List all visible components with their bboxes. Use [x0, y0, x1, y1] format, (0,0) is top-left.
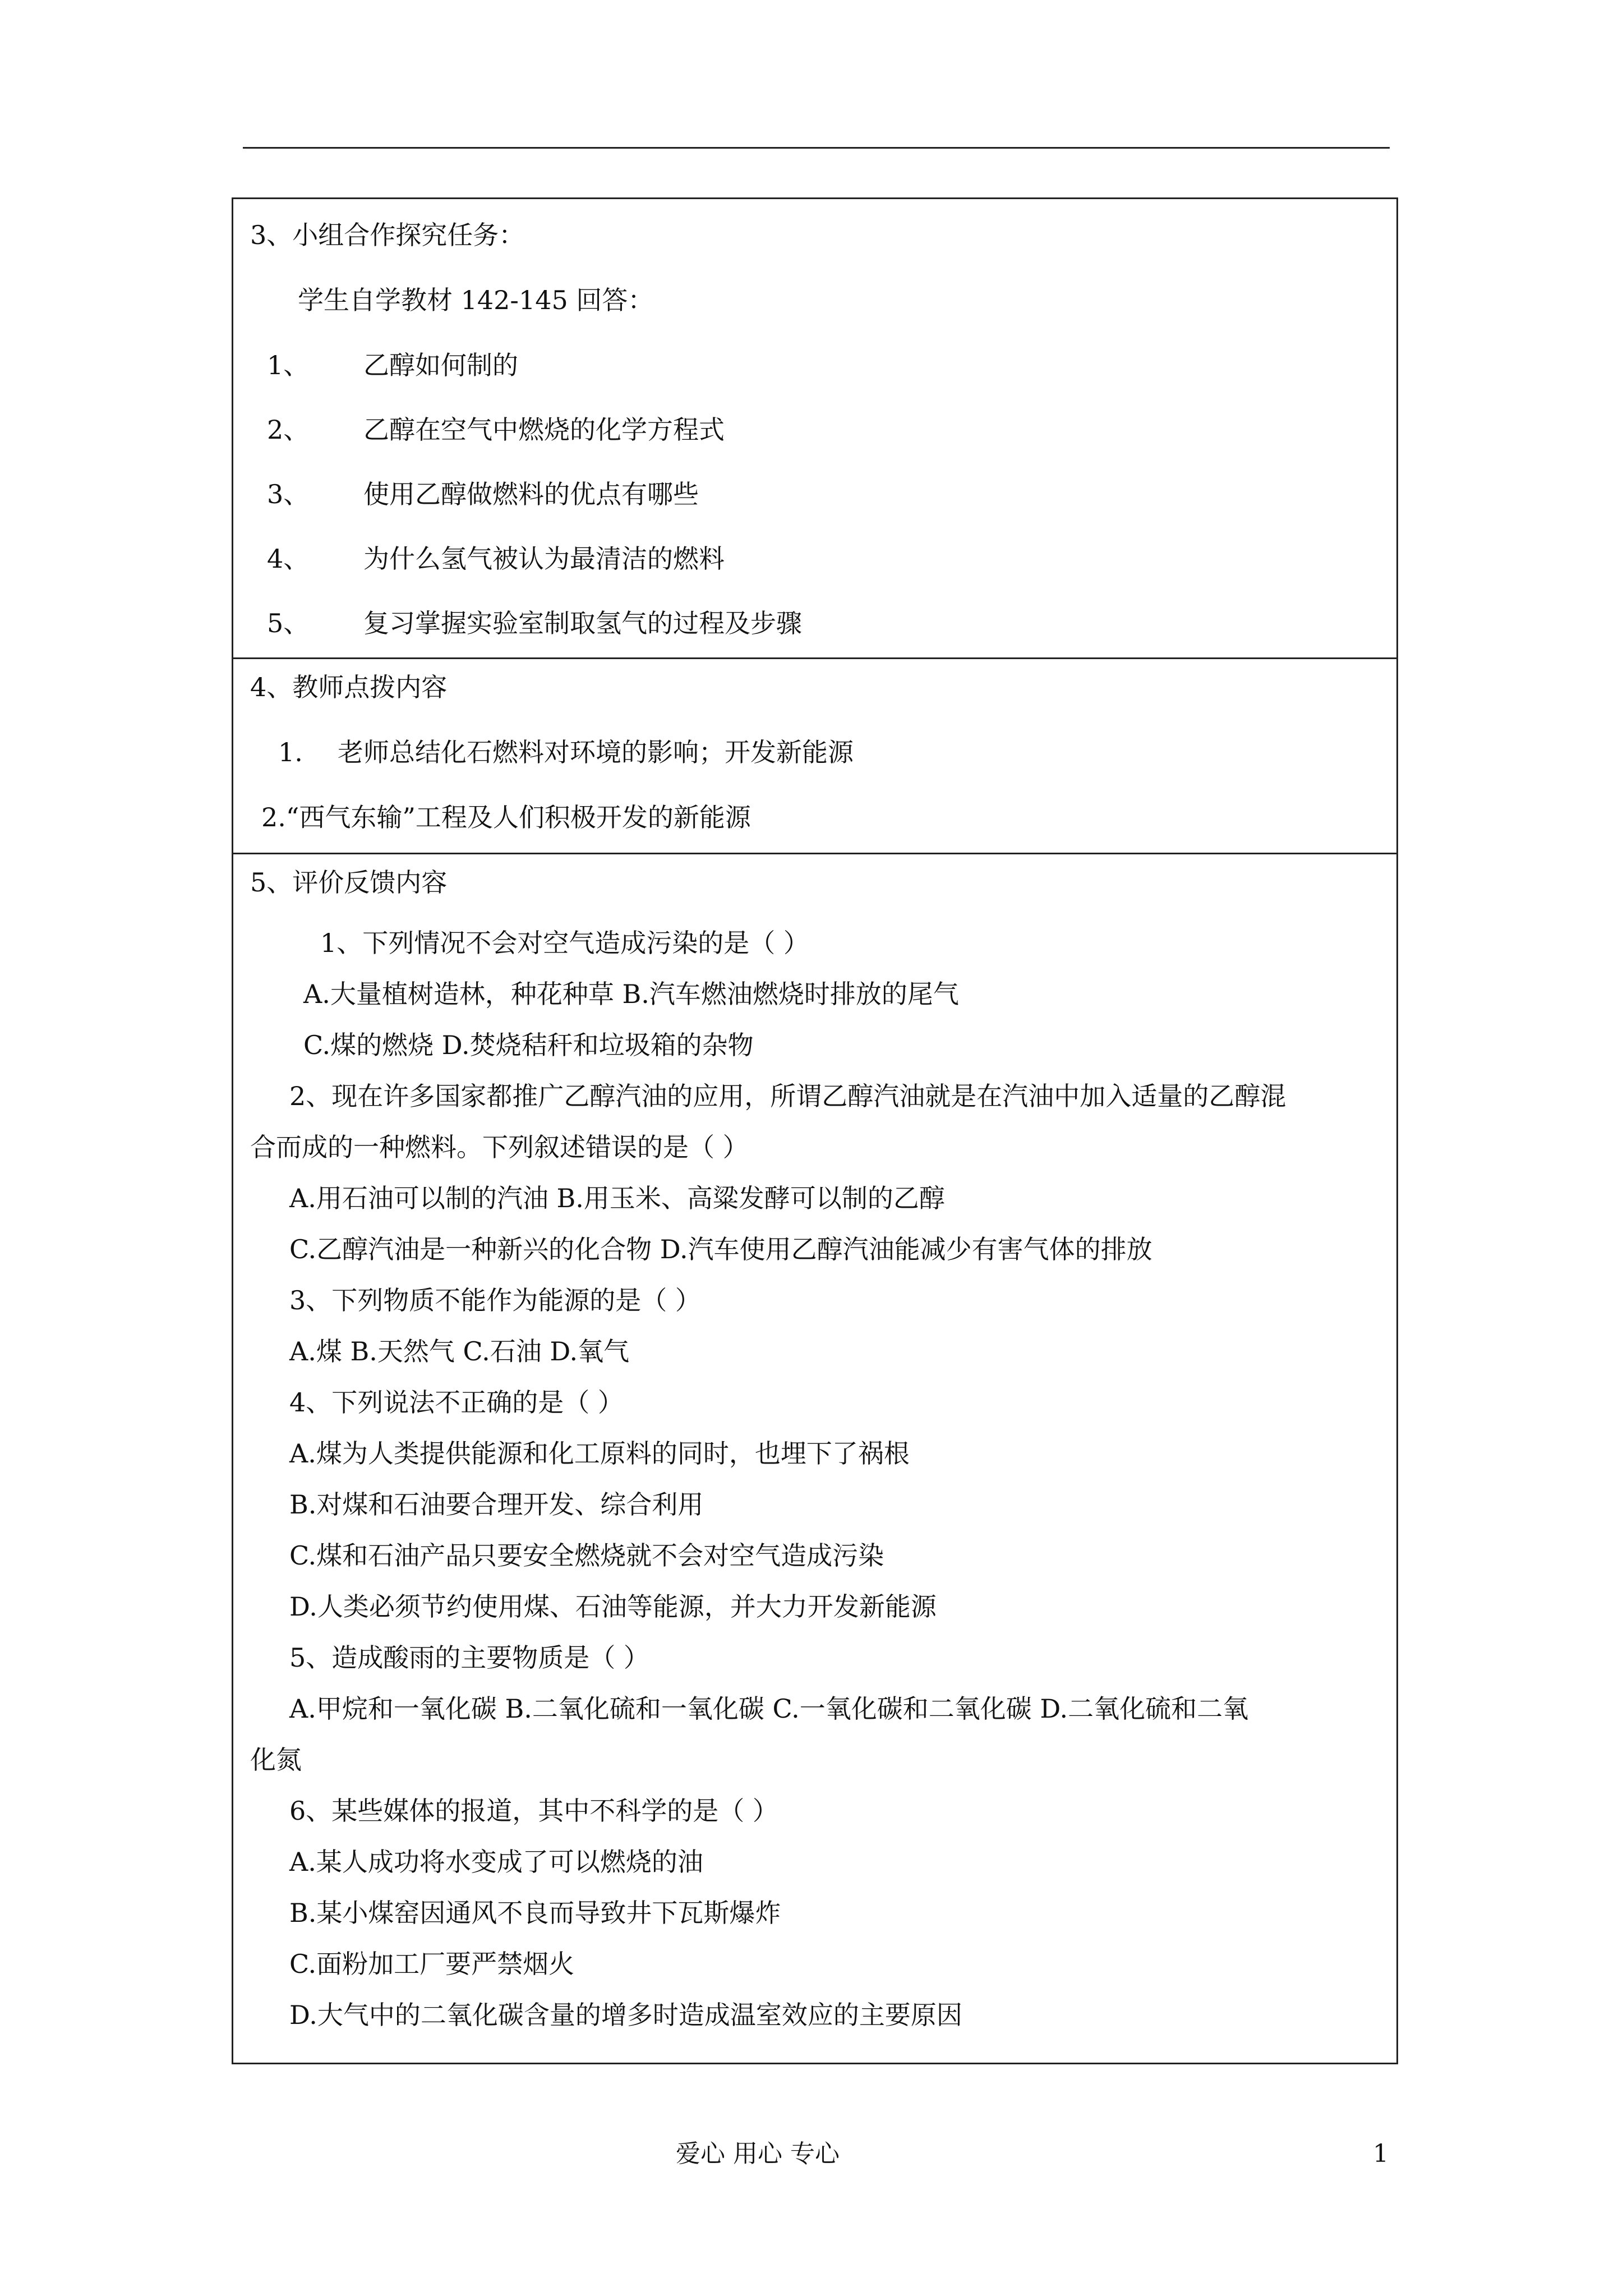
- list-item: [267, 413, 725, 447]
- list-item: [267, 606, 802, 640]
- question-line: 3、下列物质不能作为能源的是（ ）: [289, 1285, 701, 1315]
- option-line: A.用石油可以制的汽油 B.用玉米、高粱发酵可以制的乙醇: [289, 1183, 945, 1213]
- option-line: C.面粉加工厂要严禁烟火: [289, 1949, 575, 1979]
- list-item-text: 乙醇在空气中燃烧的化学方程式: [363, 415, 725, 445]
- question-line: 2、现在许多国家都推广乙醇汽油的应用，所谓乙醇汽油就是在汽油中加入适量的乙醇混: [289, 1081, 1287, 1111]
- question-line: 1、下列情况不会对空气造成污染的是（ ）: [320, 928, 809, 958]
- list-item: [267, 348, 518, 382]
- option-line: B.对煤和石油要合理开发、综合利用: [289, 1489, 704, 1520]
- option-line: A.煤为人类提供能源和化工原料的同时，也埋下了祸根: [289, 1438, 910, 1469]
- section-3-intro: 学生自学教材 142-145 回答：: [298, 285, 654, 315]
- list-item-text: 使用乙醇做燃料的优点有哪些: [363, 479, 699, 509]
- list-item-number: 5、: [267, 608, 310, 638]
- option-line: C.乙醇汽油是一种新兴的化合物 D.汽车使用乙醇汽油能减少有害气体的排放: [289, 1234, 1152, 1264]
- option-line: D.大气中的二氧化碳含量的增多时造成温室效应的主要原因: [289, 2000, 962, 2030]
- list-item-number: 4、: [267, 544, 310, 574]
- section-4-title: 4、教师点拨内容: [250, 672, 448, 702]
- question-line: 4、下列说法不正确的是（ ）: [289, 1387, 624, 1418]
- list-item-text: 为什么氢气被认为最清洁的燃料: [363, 544, 725, 574]
- option-line: A.煤 B.天然气 C.石油 D.氧气: [289, 1336, 630, 1366]
- list-item-number: 1.: [278, 737, 303, 767]
- list-item-text: 老师总结化石燃料对环境的影响；开发新能源: [338, 737, 854, 767]
- question-line: 6、某些媒体的报道，其中不科学的是（ ）: [289, 1796, 778, 1826]
- section-4-cell: [233, 659, 1396, 854]
- option-line: 化氮: [250, 1745, 302, 1775]
- list-item: [267, 542, 725, 576]
- footer-motto: 爱心 用心 专心: [676, 2139, 840, 2168]
- option-line: A.大量植树造林，种花种草 B.汽车燃油燃烧时排放的尾气: [303, 979, 959, 1009]
- option-line: C.煤的燃烧 D.焚烧秸秆和垃圾箱的杂物: [303, 1030, 754, 1060]
- list-item: [278, 735, 854, 769]
- list-item-number: 1、: [267, 350, 310, 380]
- list-item-number: 2、: [267, 415, 310, 445]
- section-5-title: 5、评价反馈内容: [250, 867, 448, 898]
- list-item-text: 复习掌握实验室制取氢气的过程及步骤: [363, 608, 802, 638]
- option-line: C.煤和石油产品只要安全燃烧就不会对空气造成污染: [289, 1540, 884, 1571]
- option-line: A.甲烷和一氧化碳 B.二氧化硫和一氧化碳 C.一氧化碳和二氧化碳 D.二氧化硫和二氧: [289, 1694, 1249, 1724]
- section-3-cell: [233, 199, 1396, 659]
- page-number: 1: [1373, 2139, 1389, 2168]
- lesson-table: [232, 197, 1398, 2064]
- option-line: B.某小煤窑因通风不良而导致井下瓦斯爆炸: [289, 1898, 781, 1928]
- question-line: 合而成的一种燃料。下列叙述错误的是（ ）: [250, 1132, 749, 1162]
- section-5-cell: [233, 854, 1396, 2064]
- list-item: 2.“西气东输”工程及人们积极开发的新能源: [261, 802, 751, 832]
- list-item: [267, 477, 699, 511]
- option-line: A.某人成功将水变成了可以燃烧的油: [289, 1847, 703, 1877]
- header-rule: [243, 147, 1390, 149]
- question-line: 5、造成酸雨的主要物质是（ ）: [289, 1642, 649, 1673]
- list-item-number: 3、: [267, 479, 310, 509]
- option-line: D.人类必须节约使用煤、石油等能源，并大力开发新能源: [289, 1591, 937, 1622]
- section-3-title: 3、小组合作探究任务：: [250, 220, 525, 250]
- list-item-text: 乙醇如何制的: [363, 350, 518, 380]
